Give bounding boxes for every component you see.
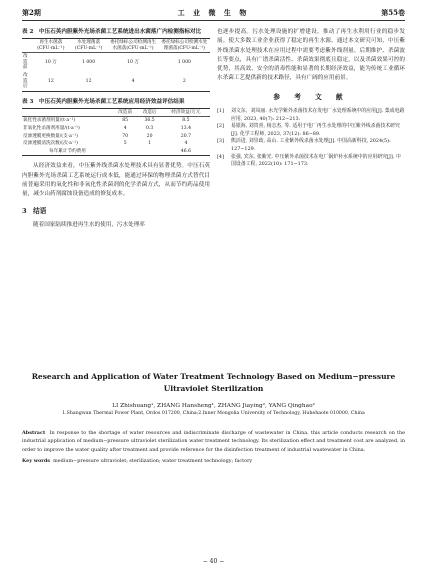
- table3: [22, 108, 210, 157]
- table-cell: 0.3: [145, 125, 154, 131]
- english-abstract: [22, 429, 405, 455]
- table-cell: 70: [122, 133, 129, 139]
- reference-number: [2]: [217, 123, 224, 130]
- table-cell: 20: [146, 133, 153, 139]
- table-cell: 5: [123, 141, 127, 147]
- references-heading: 参 考 文 献: [273, 92, 349, 101]
- reference-item: [217, 123, 405, 138]
- left-column: [22, 28, 210, 230]
- section-heading: 3 结语: [22, 206, 47, 215]
- reference-text: 张强, 宾东, 张紫光. 中压紫外杀菌技术在电厂锅炉补水系统中的应用研究[J]. 中国设备工程, 2022(10): 171−173.: [231, 153, 401, 168]
- table-row: [22, 53, 210, 72]
- reference-text: 易银海, 刘贵喜, 杨志杰, 等. 适用于电厂再生水处理的中压紫外线杀菌技术研究[J]. 化学工程师, 2023, 37(12): 86−89.: [231, 123, 400, 137]
- table-cell: 12: [47, 78, 54, 84]
- table-row: [22, 140, 210, 148]
- table-cell: 10 万: [44, 59, 57, 65]
- table-cell: 改造前: [23, 54, 28, 71]
- table-header-cell: 委托绿标公司检测再生水菌落(CFU·mL⁻¹): [110, 40, 157, 51]
- reference-item: [217, 108, 405, 123]
- reference-list: [217, 108, 405, 169]
- header-rule: [22, 20, 405, 21]
- table-cell: 反渗透膜更换数量/(支·a⁻¹): [23, 133, 78, 139]
- table-cell: 非氧化性杀菌剂用量/(t·a⁻¹): [23, 125, 80, 131]
- reference-text: 刘文东，刘凤丽. 水光学紫外杀菌技术在发电厂水处理系统中的应用[J]. 集成电路应用, 2023, 40(7): 212−213.: [231, 108, 405, 122]
- table-cell: 13.4: [180, 125, 192, 131]
- table-header-cell: 再生水菌落(CFU·mL⁻¹): [37, 40, 65, 51]
- english-title: Research and Application of Water Treatment Technology Based on Medium−pressure Ultraviolet Sterilization: [31, 372, 396, 393]
- running-header: [22, 8, 405, 20]
- table-cell: 12: [85, 78, 92, 84]
- table-cell: 10 万: [127, 59, 140, 65]
- table-header-cell: 水处理菌落(CFU·mL⁻¹): [74, 40, 103, 51]
- table-cell: 20.7: [180, 133, 192, 139]
- body-paragraph: 从经济效益来看，中压紫外线杀菌水处理技术具有显著优势。中压石英内胆紫外光场杀菌工艺系统运行成本低，能通过环保的物理杀菌方式替代目前普遍采用的氧化性和非氧化性杀菌剂的化学杀菌方式，从而节约药品使用量，减少山药剂腐蚀设备造成的修复成本。: [22, 163, 210, 198]
- journal-title: 工 业 微 生 物: [177, 8, 250, 17]
- reference-number: [4]: [217, 153, 224, 160]
- reference-text: 熊活进, 刘崇政, 高山. 工业紫外线杀菌水处理[J]. 中国高新科技, 2024(5): 127−129.: [231, 138, 391, 153]
- table-header-cell: 改造后: [142, 109, 157, 115]
- reference-number: [3]: [217, 138, 224, 145]
- abstract-label: Abstract: [22, 429, 46, 436]
- abstract-text: In response to the shortage of water resources and indiscriminate discharge of wastewater in China, this article conducts research on the industrial application of medium−pressure ultraviolet sterilization water treatment technology. Its sterilization effect and treatment cost are analyzed, in order to improve the water quality after treatment and provide reference for the disinfection treatment of industrial wastewater in China.: [22, 429, 405, 453]
- table-row: [22, 125, 210, 133]
- table-cell: 2: [182, 78, 186, 84]
- table-row: [22, 72, 210, 91]
- table-cell: 1 000: [82, 59, 96, 65]
- table-cell: [137, 148, 161, 156]
- table-cell: 4: [184, 141, 188, 147]
- body-paragraph: 也逐步提高。污水处理设施的扩增建设，推动了再生水利用行业的稳步发展。使大多数工业企业获得了稳定的再生水源。通过本文研究可知，中压紫外线杀菌水处理技术在应用过程中需要考虑紫外线剂量、后期维护、杀菌波长等要点，具有广谱杀菌活性、杀菌效果彻底且稳定，以及杀菌效果可控的优势，其高效、安全的消毒性能和显著的长期经济效益，能为传统工业循环水杀菌工艺提供新的技术路径，具有广阔的应用前景。: [217, 29, 405, 82]
- page-number: − 40 −: [202, 558, 225, 565]
- english-authors: LI Zhishuang¹, ZHANG Hansheng¹, ZHANG Jiaying², YANG Qinghao²: [112, 403, 315, 409]
- table-header-cell: 改造前: [118, 109, 133, 115]
- table-cell: 4: [123, 125, 127, 131]
- table-header-cell: 委托绿标公司检测水处理菌落(CFU·mL⁻¹): [161, 40, 208, 51]
- table-header-cell: [22, 39, 32, 53]
- table-row: [22, 117, 210, 125]
- table-row: [22, 133, 210, 141]
- table-cell: 氧化性杀菌剂用量/(t·a⁻¹): [23, 118, 76, 124]
- table-cell: 4: [131, 78, 135, 84]
- table-cell: 1: [148, 141, 152, 147]
- reference-item: [217, 138, 405, 153]
- table-cell: 85: [122, 118, 129, 124]
- table-cell: 每年累计节约费用: [49, 148, 86, 154]
- issue-label: 第2期: [22, 8, 41, 17]
- english-keywords: [22, 457, 405, 465]
- table3-caption: 表 3 中压石英内胆紫外光场杀菌工艺系统应用经济效益评估结果: [22, 98, 185, 105]
- table2: [22, 38, 210, 92]
- table2-caption: 表 2 中压石英内胆紫外光场杀菌工艺系统进出水菌落广内检测指标对比: [22, 29, 202, 35]
- body-paragraph: 随着国家陆续推进再生水的使用，污水处理率: [33, 221, 145, 228]
- table-header-cell: [22, 108, 113, 117]
- table-header-cell: 经济效益/万元: [171, 109, 201, 115]
- reference-number: [1]: [217, 108, 224, 115]
- volume-label: 第55卷: [381, 8, 405, 17]
- table-cell: 1 000: [177, 59, 191, 65]
- table-cell: 46.6: [180, 148, 192, 154]
- keywords-label: Key words: [22, 458, 51, 465]
- table-cell: 改造后: [23, 72, 28, 90]
- right-column: [217, 28, 405, 169]
- reference-item: [217, 154, 405, 169]
- table-cell: 36.5: [144, 118, 155, 124]
- english-abstract-block: [22, 371, 405, 465]
- keywords-text: medium−pressure ultraviolet; sterilization; water treatment technology; factory: [53, 458, 253, 465]
- table-row: [22, 148, 210, 156]
- english-affiliation: 1.Shangwan Thermal Power Plant, Ordos 017200, China;2.Inner Mongolia University of Technology, Huhehaote 010000, China: [62, 411, 365, 416]
- table-cell: [113, 148, 137, 156]
- table-cell: 8.5: [182, 118, 190, 124]
- table-cell: 反渗透膜清洗次数/(次·a⁻¹): [23, 141, 78, 147]
